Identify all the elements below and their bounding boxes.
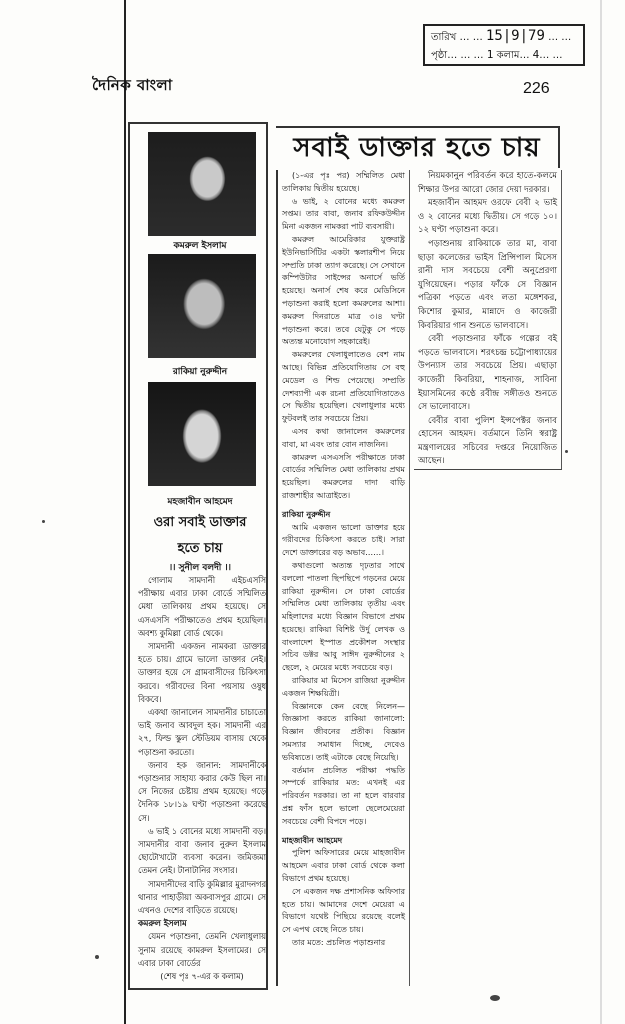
paragraph: কমরুল আমেরিকার যুক্তরাষ্ট্র ইউনিভার্সিটির একটা স্কলারশীপ নিয়ে সম্প্রতি ঢাকা ত্যাগ করেছে। সে সেখানে কম্পিউটার সাইন্সের অনার্সে ভর্তি হয়েছে। অনার্স শেষ করে মেডিসিনে পড়াশুনা করাই হলো কমরুলের আশা। কমরুল দিনরাতে মাত্র ৩।৪ ঘণ্টা পড়াশুনা করে। তবে যেটুকু সে পড়ে অত্যন্ত মনোযোগ সহকারেই। bbox=[282, 234, 405, 347]
paragraph: মহজাবীন আহমদ ওরফে বেবী ২ ভাই ও ২ বোনের মধ্যে দ্বিতীয়। সে গড়ে ১০।১২ ঘণ্টা পড়াশুনা করে। bbox=[418, 198, 557, 236]
paragraph: তার মতে: প্রচলিত পড়াশুনার bbox=[292, 938, 386, 948]
paragraph: বিজ্ঞানকে কেন বেছে নিলেন— জিজ্ঞাসা করতে রাকিয়া জানালো: বিজ্ঞান জীবনের প্রতীক। বিজ্ঞান সমস্যার সমাধান দিচ্ছে, দেবেও ভবিষ্যতে। তাই এটাকে বেছে নিয়েছি। bbox=[282, 701, 405, 762]
paragraph: ৬ ভাই ১ বোনের মধ্যে সামদানী বড়। সামদানীর বাবা জনাব নুরুল ইসলাম ছোটোখাটো ব্যবসা করেন। জমিজমা তেমন নেই। টানাটানির সংসার। bbox=[138, 825, 266, 876]
stamp-column-label: কলাম bbox=[496, 50, 520, 61]
continued-note: (শেষ পৃঃ ৭-এর ক কলাম) bbox=[160, 971, 244, 982]
stamp-date-label: তারিখ bbox=[431, 32, 457, 43]
paragraph: ৬ ভাই, ২ বোনের মধ্যে কমরুল সপ্তম। তার বাবা, জনাব রফিকউদ্দীন মিনা একজন নামকরা পাট ব্যবসায়ী। bbox=[282, 196, 405, 232]
main-column-2 bbox=[414, 170, 562, 470]
scan-speck bbox=[490, 995, 500, 1001]
scan-speck bbox=[565, 450, 568, 453]
photo-rakia-nuruddin bbox=[148, 254, 256, 358]
paragraph: সামদানী একজন নামকরা ডাক্তার হতে চায়। গ্রামে ভালো ডাক্তার নেই। ডাক্তার হয়ে সে গ্রামবাসীদের চিকিৎসা করবে। গরীবদের বিনা পয়সায় ওষুধ বিকবে। bbox=[138, 641, 266, 704]
stamp-page-value: 1 bbox=[486, 48, 494, 61]
subheading: কমরুল ইসলাম bbox=[138, 918, 187, 929]
side-heading-line1: ওরা সবাই ডাক্তার bbox=[153, 515, 247, 530]
paragraph: জনাব হক জানান: সামদানীকে পড়াশুনার সাহায্য করার কেউ ছিল না। সে নিজের চেষ্টায় প্রথম হয়েছে। গড়ে দৈনিক ১৮।১৯ ঘণ্টা পড়াশুনা করেছে সে। bbox=[138, 759, 266, 823]
paragraph: পুলিশ অফিসারের মেয়ে মাহজাবীন আহমেদ এবার ঢাকা বোর্ড থেকে কলা বিভাগে প্রথম হয়েছে। bbox=[282, 848, 405, 884]
paragraph: সে একজন দক্ষ প্রশাসনিক অফিসার হতে চায়। আমাদের দেশে মেয়েরা এ বিভাগে যথেষ্ট পিছিয়ে রয়েছে বলেই সে এপথ বেছে নিতে চায়। bbox=[282, 886, 405, 935]
paragraph: কমরুলের খেলাধুলাতেও বেশ নাম আছে। বিভিন্ন প্রতিযোগিতায় সে বহু মেডেল ও শিল্ড পেয়েছে। সম্প্রতি দেশব্যাপী এক রচনা প্রতিযোগিতাতেও সে দ্বিতীয় হয়েছিল। খেলাধুলার মধ্যে ফুটবলই তার সবচেয়ে প্রিয়। bbox=[282, 350, 405, 424]
photo-caption: কমরুল ইসলাম bbox=[173, 241, 227, 251]
photo-caption: রাকিয়া নুরুদ্দীন bbox=[172, 367, 228, 377]
paragraph: বেবী পড়াশুনার ফাঁকে গল্পের বই পড়তে ভালবাসে। শরৎচন্দ্র্র চট্টোপাধ্যায়ের উপন্যাস তার সবচেয়ে প্রিয়। এছাড়া কাজেরী কিবরিয়া, শাহনাজ, সাবিনা ইয়াসমিনের কণ্ঠে রবীন্দ্র সঙ্গীতও শুনতে সে ভালোবাসে। bbox=[418, 334, 557, 413]
stamp-date-row: তারিখ … … 15|9|79 … … bbox=[431, 28, 572, 44]
paragraph: এসব কথা জানালেন কমরুলের বাবা, মা এবং তার বোন নাজনিন। bbox=[282, 426, 405, 449]
main-article bbox=[272, 122, 568, 990]
paragraph: কামরুল এসএসসি পরীক্ষাতে ঢাকা বোর্ডের সম্মিলিত মেধা তালিকায় প্রথম হয়েছিল। কমরুলের দাদা বাড়ি রাজশাহীর আত্রাইতে। bbox=[282, 452, 405, 500]
subheading: রাকিয়া নুরুদ্দীন bbox=[282, 509, 331, 519]
paragraph: রাকিয়ার মা মিসেস রাজিয়া নুরুদ্দীন একজন শিক্ষয়িত্রী। bbox=[282, 676, 405, 698]
photo-caption: মহজাবীন আহমেদ bbox=[167, 497, 233, 507]
subheading: মাহজাবীন আহমেদ bbox=[282, 835, 343, 845]
byline: ।। সুনীল বলদী ।। bbox=[169, 563, 231, 573]
photo-mahjabin-ahmed bbox=[148, 382, 256, 486]
paragraph: সামদানীদের বাড়ি কুমিল্লার মুরাদনগর থানার পাহাড়ীয়া অকবাসপুর গ্রামে। সে এখনও দেশের বাড়িতে রয়েছে। bbox=[138, 878, 266, 916]
newspaper-name: দৈনিক বাংলা bbox=[92, 76, 173, 94]
right-margin-line bbox=[600, 0, 602, 1024]
headline: সবাই ডাক্তার হতে চায় bbox=[276, 126, 560, 168]
newspaper-clipping bbox=[128, 122, 568, 990]
stamp-page-label: পৃষ্ঠা bbox=[431, 50, 448, 61]
paragraph: আমি একজন ভালো ডাক্তার হয়ে গরীবদের চিকিৎসা করতে চাই। সারা দেশে ডাক্তারের বড় অভাব……। bbox=[282, 522, 405, 558]
paragraph: গোলাম সামদানী এইচএসসি পরীক্ষায় এবার ঢাকা বোর্ডে সম্মিলিত মেধা তালিকায় প্রথম হয়েছে। সে এসএসসি পরীক্ষাতেও প্রথম হয়েছিল। অবশ্য কুমিল্লা বোর্ড থেকে। bbox=[138, 575, 266, 638]
paragraph: নিয়মকানুন পরিবর্তন করে হাতে-কলমে শিক্ষার উপর আরো জোর দেয়া দরকার। bbox=[418, 171, 557, 195]
main-column-1 bbox=[276, 170, 410, 986]
paragraph: (১-এর পৃঃ পর) সম্মিলিত মেধা তালিকায় দ্বিতীয় হয়েছে। bbox=[282, 171, 405, 193]
archive-stamp bbox=[423, 24, 585, 66]
paragraph: বর্তমান প্রচলিত পরীক্ষা পদ্ধতি সম্পর্কে রাকিয়ার মত: এখনই এর পরিবর্তন দরকার। তা না হলে বারবার প্রশ্ন ফাঁস হলে ভালো ছেলেমেয়েরা সবচেয়ে বেশী বিপদে পড়ে। bbox=[282, 765, 405, 826]
photo-column bbox=[128, 122, 268, 990]
side-heading-line2: হতে চায় bbox=[177, 541, 223, 556]
archive-page-number: 226 bbox=[523, 80, 550, 97]
paragraph: কথাগুলো অত্যন্ত দৃঢ়তার সাথে বললো পাতলা ছিপছিপে গড়নের মেয়ে রাকিয়া নুরুদ্দীন। সে ঢাকা বোর্ডের সম্মিলিত মেধা তালিকায় তৃতীয় এবং মহিলাদের মধ্যে বিজ্ঞান বিভাগে প্রথম হয়েছে। রাকিয়া বিশিষ্ট উর্দু লেখক ও বাংলাদেশ ইস্পাত প্রকৌশল সংস্থার সচিব ডক্টর আবু সাঈদ নুরুদ্দীনের ২ ছেলে, ২ মেয়ের মধ্যে সবচেয়ে বড়। bbox=[282, 560, 405, 673]
stamp-date-value: 15|9|79 bbox=[485, 28, 545, 44]
photo-kamrul-islam bbox=[148, 132, 256, 236]
stamp-column-value: 4 bbox=[532, 48, 540, 61]
side-article-body bbox=[138, 574, 266, 983]
left-margin-line bbox=[124, 0, 126, 1024]
stamp-page-row: পৃষ্ঠা… … … 1 কলাম… 4… … bbox=[431, 48, 563, 61]
scan-speck bbox=[95, 955, 99, 959]
paragraph: বেবীর বাবা পুলিশ ইন্সপেক্টর জনাব হোসেন আহমদ। বর্তমানে তিনি স্বরাষ্ট্র মন্ত্রণালয়ের সচিবের দপ্তরে নিয়োজিত আছেন। bbox=[418, 415, 557, 467]
scan-speck bbox=[42, 520, 45, 523]
paragraph: যেমন পড়াশুনা, তেমনি খেলাধুলায় সুনাম রয়েছে কামরুল ইসলামের। সে এবার ঢাকা বোর্ডের bbox=[138, 931, 266, 968]
paragraph: পড়াশুনায় রাকিয়াকে তার মা, বাবা ছাড়া কলেজের ভাইস প্রিন্সিপাল মিসেস রানী দাস সবচেয়ে বেশী অনুপ্রেরণা যুগিয়েছেন। পড়ার ফাঁকে সে বিজ্ঞান পত্রিকা পড়তে এবং লতা মঙ্গেশকর, কিশোর কুমার, মান্নাদে ও কাজেরী কিবরিয়ার গান শুনতে ভালবাসে। bbox=[418, 238, 557, 331]
paragraph: একথা জানালেন সামদানীর চাচাতো ভাই জনাব আবদুল হক। সামদানী এর ২৭, ফিল্ড স্কুল স্টেডিয়ম বাসায় থেকে পড়াশুনা করতো। bbox=[138, 707, 266, 757]
